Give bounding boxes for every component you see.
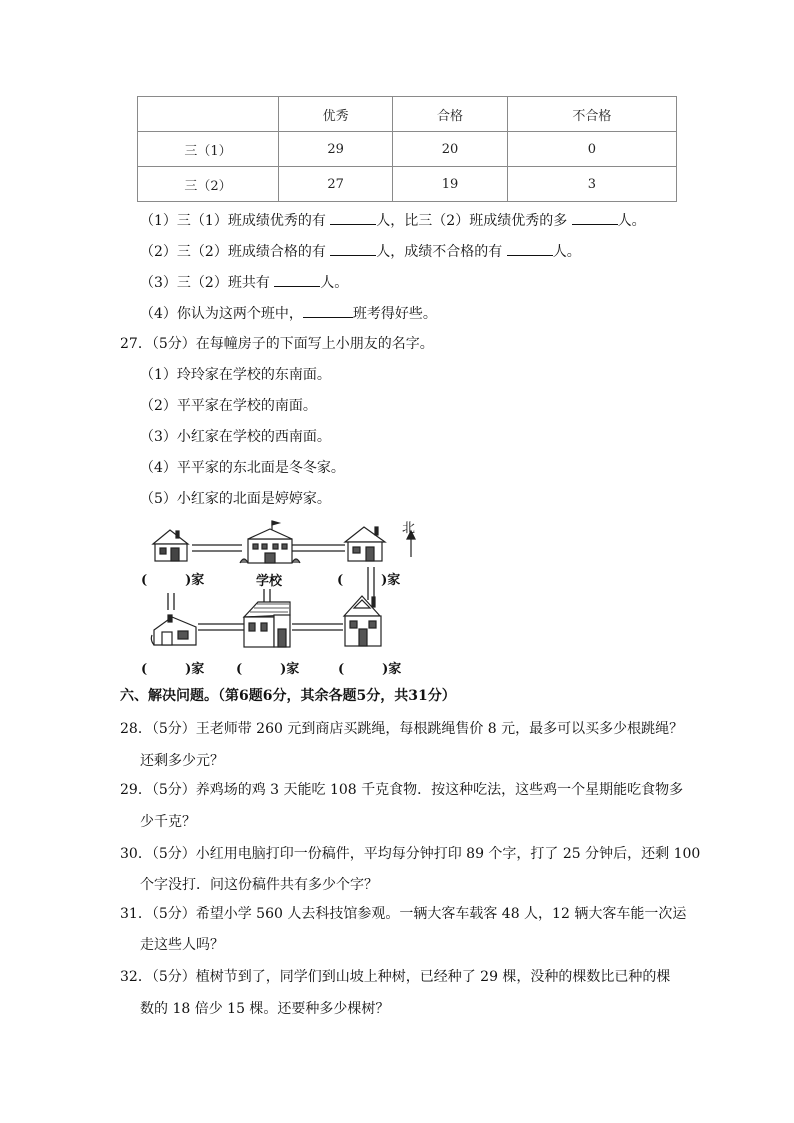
table-cell: 19 bbox=[393, 167, 507, 202]
house-label[interactable] bbox=[141, 569, 204, 588]
school-label: 学校 bbox=[256, 574, 283, 589]
q26-item-3-text: 人。 bbox=[320, 275, 349, 291]
table-cell: 0 bbox=[507, 132, 676, 167]
problem-line: 还剩多少元？ bbox=[140, 753, 224, 769]
answer-blank[interactable] bbox=[330, 210, 376, 225]
answer-blank[interactable] bbox=[274, 272, 320, 287]
q26-item-1-text: 人，比三（2）班成绩优秀的多 bbox=[376, 213, 568, 229]
q27-item: （1）玲玲家在学校的东南面。 bbox=[140, 367, 331, 383]
table-header-cell bbox=[138, 97, 279, 132]
table-cell: 29 bbox=[279, 132, 393, 167]
table-header-cell: 不合格 bbox=[507, 97, 676, 132]
q26-item-4-text: （4）你认为这两个班中， bbox=[140, 306, 303, 322]
house-label[interactable] bbox=[338, 658, 401, 677]
house-label[interactable] bbox=[141, 658, 204, 677]
problem-line: 个字没打．问这份稿件共有多少个字？ bbox=[140, 877, 378, 893]
q26-item-2-text: 人，成绩不合格的有 bbox=[376, 244, 503, 260]
q27-title: 27．（5分）在每幢房子的下面写上小朋友的名字。 bbox=[120, 336, 434, 352]
problem-line: 走这些人吗？ bbox=[140, 937, 224, 953]
table-cell: 三（2） bbox=[138, 167, 279, 202]
q26-item-2-text: （2）三（2）班成绩合格的有 bbox=[140, 244, 326, 260]
q26-item-3 bbox=[140, 272, 348, 292]
house-label[interactable] bbox=[236, 658, 299, 677]
label-suffix: )家 bbox=[280, 662, 300, 677]
q26-item-3-text: （3）三（2）班共有 bbox=[140, 275, 270, 291]
q27-item: （4）平平家的东北面是冬冬家。 bbox=[140, 460, 345, 476]
house-bottom-right bbox=[344, 596, 381, 646]
label-open-paren: ( bbox=[338, 662, 345, 677]
table-row bbox=[138, 167, 677, 202]
map-drawing bbox=[140, 517, 420, 679]
problem-line: 32．（5分）植树节到了，同学们到山坡上种树，已经种了 29 棵，没种的棵数比已种的棵 bbox=[120, 969, 671, 985]
q27-item: （5）小红家的北面是婷婷家。 bbox=[140, 491, 331, 507]
direction-map bbox=[140, 517, 420, 679]
house-top-left bbox=[153, 530, 188, 561]
label-open-paren: ( bbox=[236, 662, 243, 677]
answer-blank[interactable] bbox=[507, 241, 553, 256]
table-header-cell: 合格 bbox=[393, 97, 507, 132]
label-suffix: )家 bbox=[382, 662, 402, 677]
label-open-paren: ( bbox=[337, 573, 344, 588]
q26-item-1 bbox=[140, 210, 646, 230]
q26-item-4-text: 班考得好些。 bbox=[352, 306, 437, 322]
label-open-paren: ( bbox=[141, 573, 148, 588]
problem-line: 28．（5分）王老师带 260 元到商店买跳绳，每根跳绳售价 8 元，最多可以买多少根跳绳？ bbox=[120, 721, 684, 737]
answer-blank[interactable] bbox=[330, 241, 376, 256]
q26-item-2 bbox=[140, 241, 581, 261]
q26-item-1-text: 人。 bbox=[617, 213, 646, 229]
problem-line: 30．（5分）小红用电脑打印一份稿件，平均每分钟打印 89 个字，打了 25 分钟后，还剩 100 bbox=[120, 846, 701, 862]
problem-line: 数的 18 倍少 15 棵。还要种多少棵树？ bbox=[140, 1001, 390, 1017]
north-label: 北 bbox=[402, 521, 416, 536]
q27-item: （3）小红家在学校的西南面。 bbox=[140, 429, 331, 445]
q26-item-4 bbox=[140, 303, 437, 323]
q27-item: （2）平平家在学校的南面。 bbox=[140, 398, 317, 414]
table-header-cell: 优秀 bbox=[279, 97, 393, 132]
problem-line: 少千克？ bbox=[140, 814, 196, 830]
section-heading: 六、解决问题。（第6题6分，其余各题5分，共31分） bbox=[120, 688, 456, 704]
table-header-row bbox=[138, 97, 677, 132]
problem-line: 29．（5分）养鸡场的鸡 3 天能吃 108 千克食物．按这种吃法，这些鸡一个星期能吃食物多 bbox=[120, 782, 684, 798]
problem-line: 31．（5分）希望小学 560 人去科技馆参观。一辆大客车载客 48 人，12 辆大客车能一次运 bbox=[120, 906, 687, 922]
school-building bbox=[240, 521, 300, 563]
answer-blank[interactable] bbox=[303, 303, 353, 318]
table-row bbox=[138, 132, 677, 167]
label-suffix: )家 bbox=[185, 662, 205, 677]
house-label[interactable] bbox=[337, 569, 400, 588]
q26-item-1-text: （1）三（1）班成绩优秀的有 bbox=[140, 213, 326, 229]
house-bottom-left bbox=[151, 615, 196, 645]
label-suffix: )家 bbox=[381, 573, 401, 588]
table-cell: 27 bbox=[279, 167, 393, 202]
table-cell: 3 bbox=[507, 167, 676, 202]
score-table bbox=[137, 96, 677, 202]
answer-blank[interactable] bbox=[572, 210, 618, 225]
q26-item-2-text: 人。 bbox=[552, 244, 581, 260]
label-open-paren: ( bbox=[141, 662, 148, 677]
label-suffix: )家 bbox=[185, 573, 205, 588]
table-cell: 20 bbox=[393, 132, 507, 167]
house-top-right bbox=[345, 527, 385, 561]
table-cell: 三（1） bbox=[138, 132, 279, 167]
house-bottom-middle bbox=[244, 602, 290, 647]
